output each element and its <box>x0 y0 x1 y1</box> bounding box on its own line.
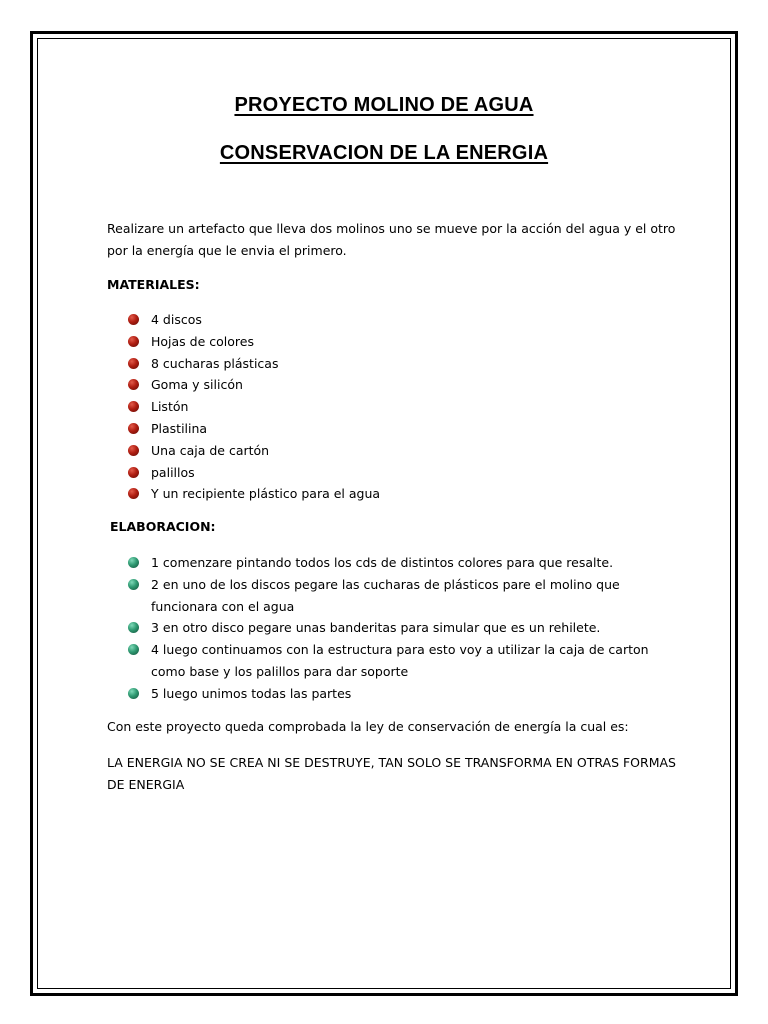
list-item <box>128 462 668 484</box>
page-border <box>30 31 738 996</box>
step-text: 1 comenzare pintando todos los cds de distintos colores para que resalte. <box>151 555 614 570</box>
teal-sphere-bullet-icon <box>128 622 139 633</box>
list-item <box>128 639 668 683</box>
list-item <box>128 353 668 375</box>
material-text: palillos <box>151 464 195 480</box>
materials-heading: MATERIALES: <box>107 277 200 292</box>
document-title: PROYECTO MOLINO DE AGUA <box>234 94 534 116</box>
material-text: 8 cucharas plásticas <box>151 355 279 371</box>
red-sphere-bullet-icon <box>128 401 139 412</box>
material-text: 4 discos <box>151 312 202 327</box>
document-subtitle: CONSERVACION DE LA ENERGIA <box>219 142 549 164</box>
list-item <box>128 574 668 618</box>
steps-list <box>128 552 668 705</box>
material-text: Listón <box>151 399 189 415</box>
list-item <box>128 331 668 353</box>
teal-sphere-bullet-icon <box>128 579 139 590</box>
teal-sphere-bullet-icon <box>128 688 139 699</box>
step-text: 4 luego continuamos con la estructura para esto voy a utilizar la caja de carton como base y los palillos para dar soporte <box>151 642 649 679</box>
teal-sphere-bullet-icon <box>128 557 139 568</box>
list-item <box>128 683 668 705</box>
material-text: Una caja de cartón <box>151 442 270 458</box>
list-item <box>128 309 668 331</box>
elaboracion-heading: ELABORACION: <box>110 519 216 534</box>
teal-sphere-bullet-icon <box>128 644 139 655</box>
material-text: Hojas de colores <box>151 333 254 349</box>
conclusion-paragraph: Con este proyecto queda comprobada la ley de conservación de energía la cual es: <box>107 719 629 734</box>
list-item <box>128 552 668 574</box>
material-text: Plastilina <box>151 420 208 436</box>
red-sphere-bullet-icon <box>128 488 139 499</box>
step-text: 5 luego unimos todas las partes <box>151 685 352 701</box>
step-text: 2 en uno de los discos pegare las cucharas de plásticos pare el molino que funcionara con el agua <box>151 576 620 614</box>
list-item <box>128 617 668 639</box>
material-text: Y un recipiente plástico para el agua <box>151 486 381 502</box>
red-sphere-bullet-icon <box>128 445 139 456</box>
step-text: 3 en otro disco pegare unas banderitas para simular que es un rehilete. <box>151 620 601 636</box>
list-item <box>128 483 668 505</box>
list-item <box>128 396 668 418</box>
red-sphere-bullet-icon <box>128 467 139 478</box>
energy-law-statement: LA ENERGIA NO SE CREA NI SE DESTRUYE, TAN SOLO SE TRANSFORMA EN OTRAS FORMAS DE ENERGIA <box>107 755 676 792</box>
red-sphere-bullet-icon <box>128 336 139 347</box>
page-border-inner <box>37 38 731 989</box>
materials-list <box>128 309 668 505</box>
material-text: Goma y silicón <box>151 377 243 393</box>
red-sphere-bullet-icon <box>128 314 139 325</box>
list-item <box>128 440 668 462</box>
red-sphere-bullet-icon <box>128 358 139 369</box>
red-sphere-bullet-icon <box>128 423 139 434</box>
red-sphere-bullet-icon <box>128 379 139 390</box>
intro-paragraph: Realizare un artefacto que lleva dos molinos uno se mueve por la acción del agua y el otro por la energía que le envia el primero. <box>107 221 676 258</box>
list-item <box>128 418 668 440</box>
list-item <box>128 374 668 396</box>
